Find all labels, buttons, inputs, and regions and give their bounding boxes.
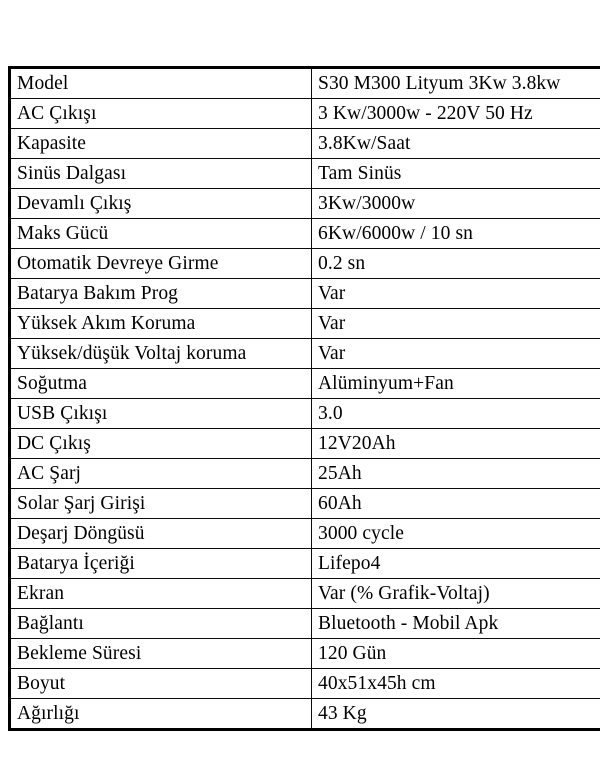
table-row bbox=[10, 279, 600, 309]
spec-label-cell: Yüksek Akım Koruma bbox=[10, 309, 312, 339]
table-row bbox=[10, 429, 600, 459]
specification-table bbox=[8, 66, 600, 731]
table-row bbox=[10, 129, 600, 159]
spec-value-cell: 43 Kg bbox=[312, 699, 600, 730]
spec-value-cell: Var bbox=[312, 279, 600, 309]
table-row bbox=[10, 189, 600, 219]
spec-value-cell: 3.8Kw/Saat bbox=[312, 129, 600, 159]
table-row bbox=[10, 369, 600, 399]
table-row bbox=[10, 549, 600, 579]
spec-value-cell: 40x51x45h cm bbox=[312, 669, 600, 699]
spec-label-cell: Otomatik Devreye Girme bbox=[10, 249, 312, 279]
table-row bbox=[10, 519, 600, 549]
spec-label-cell: Batarya İçeriği bbox=[10, 549, 312, 579]
spec-value-cell: Alüminyum+Fan bbox=[312, 369, 600, 399]
spec-value-cell: S30 M300 Lityum 3Kw 3.8kw bbox=[312, 68, 600, 99]
spec-value-cell: Var bbox=[312, 309, 600, 339]
spec-value-cell: 12V20Ah bbox=[312, 429, 600, 459]
spec-value-cell: Var (% Grafik-Voltaj) bbox=[312, 579, 600, 609]
table-row bbox=[10, 489, 600, 519]
table-row bbox=[10, 68, 600, 99]
spec-value-cell: 3 Kw/3000w - 220V 50 Hz bbox=[312, 99, 600, 129]
spec-value-cell: Var bbox=[312, 339, 600, 369]
spec-label-cell: AC Şarj bbox=[10, 459, 312, 489]
spec-value-cell: Bluetooth - Mobil Apk bbox=[312, 609, 600, 639]
spec-label-cell: Yüksek/düşük Voltaj koruma bbox=[10, 339, 312, 369]
table-row bbox=[10, 639, 600, 669]
spec-label-cell: Batarya Bakım Prog bbox=[10, 279, 312, 309]
table-row bbox=[10, 699, 600, 730]
table-row bbox=[10, 159, 600, 189]
spec-value-cell: 3.0 bbox=[312, 399, 600, 429]
spec-value-cell: Lifepo4 bbox=[312, 549, 600, 579]
spec-label-cell: Maks Gücü bbox=[10, 219, 312, 249]
table-row bbox=[10, 309, 600, 339]
spec-value-cell: 3Kw/3000w bbox=[312, 189, 600, 219]
table-row bbox=[10, 459, 600, 489]
table-row bbox=[10, 669, 600, 699]
spec-label-cell: Devamlı Çıkış bbox=[10, 189, 312, 219]
spec-label-cell: Sinüs Dalgası bbox=[10, 159, 312, 189]
spec-value-cell: 6Kw/6000w / 10 sn bbox=[312, 219, 600, 249]
spec-value-cell: 120 Gün bbox=[312, 639, 600, 669]
spec-label-cell: Soğutma bbox=[10, 369, 312, 399]
table-row bbox=[10, 249, 600, 279]
spec-label-cell: Deşarj Döngüsü bbox=[10, 519, 312, 549]
spec-label-cell: USB Çıkışı bbox=[10, 399, 312, 429]
spec-label-cell: Ağırlığı bbox=[10, 699, 312, 730]
spec-value-cell: 0.2 sn bbox=[312, 249, 600, 279]
table-row bbox=[10, 339, 600, 369]
specification-table-container bbox=[8, 66, 592, 731]
spec-label-cell: DC Çıkış bbox=[10, 429, 312, 459]
table-row bbox=[10, 399, 600, 429]
specification-table-body bbox=[10, 68, 600, 730]
table-row bbox=[10, 579, 600, 609]
spec-label-cell: Solar Şarj Girişi bbox=[10, 489, 312, 519]
spec-value-cell: Tam Sinüs bbox=[312, 159, 600, 189]
spec-label-cell: Kapasite bbox=[10, 129, 312, 159]
spec-label-cell: Bekleme Süresi bbox=[10, 639, 312, 669]
spec-label-cell: Ekran bbox=[10, 579, 312, 609]
spec-label-cell: Boyut bbox=[10, 669, 312, 699]
spec-value-cell: 25Ah bbox=[312, 459, 600, 489]
spec-label-cell: Model bbox=[10, 68, 312, 99]
spec-value-cell: 60Ah bbox=[312, 489, 600, 519]
table-row bbox=[10, 99, 600, 129]
table-row bbox=[10, 219, 600, 249]
spec-label-cell: Bağlantı bbox=[10, 609, 312, 639]
spec-label-cell: AC Çıkışı bbox=[10, 99, 312, 129]
table-row bbox=[10, 609, 600, 639]
spec-value-cell: 3000 cycle bbox=[312, 519, 600, 549]
